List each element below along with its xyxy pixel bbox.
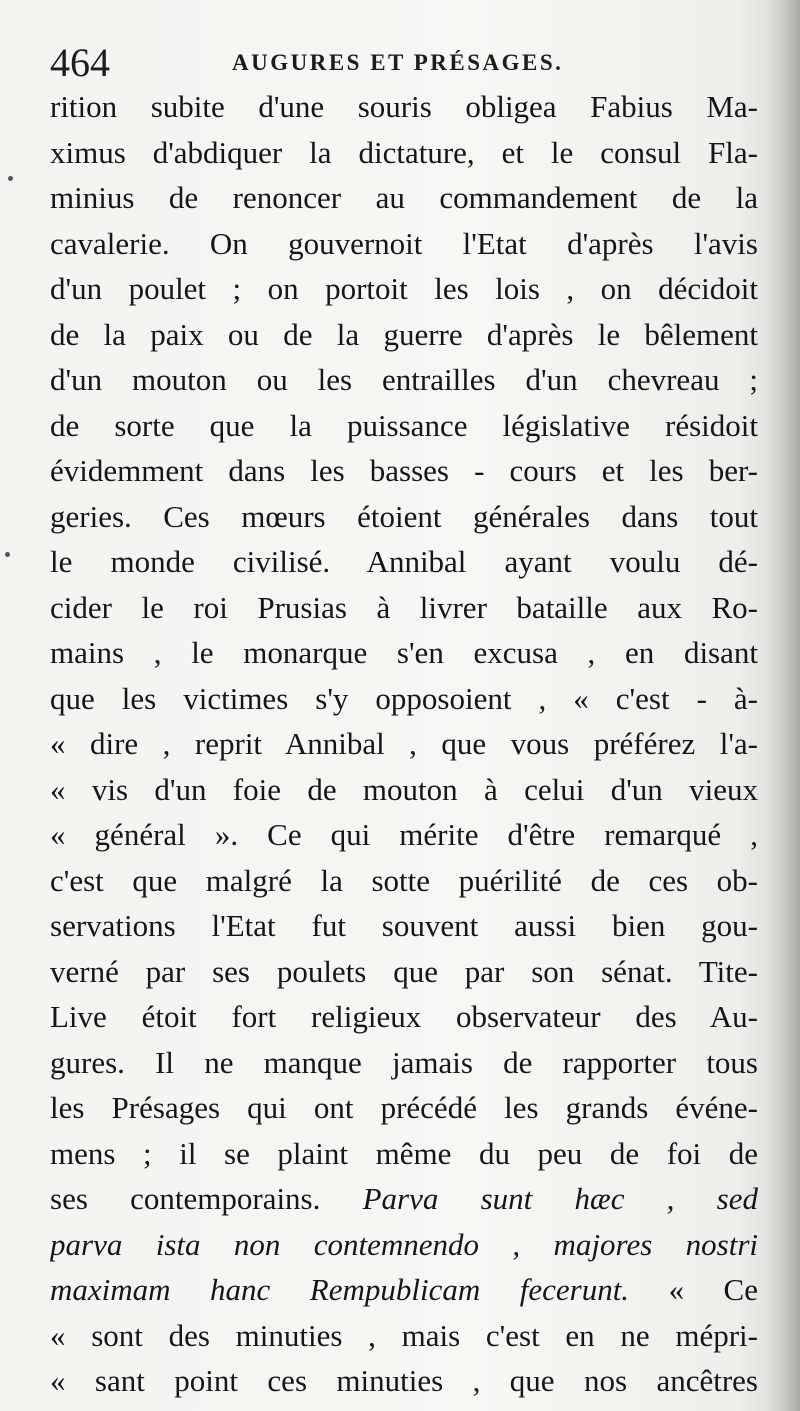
- text-line: d'un mouton ou les entrailles d'un chevreau ;: [50, 362, 758, 397]
- text-line: mains , le monarque s'en excusa , en disant: [50, 635, 758, 670]
- text-line: parva ista non contemnendo , majores nostri: [50, 1226, 758, 1262]
- text-line: cavalerie. On gouvernoit l'Etat d'après l'avis: [50, 225, 758, 261]
- text-line: « dire , reprit Annibal , que vous préférez l'a-: [50, 726, 758, 761]
- text-line: geries. Ces mœurs étoient générales dans tout: [50, 498, 758, 534]
- text-line: c'est que malgré la sotte puérilité de ces ob-: [50, 862, 758, 898]
- text-line: servations l'Etat fut souvent aussi bien gou-: [50, 908, 758, 943]
- page-edge-shadow: [762, 0, 800, 1411]
- body-text: [50, 84, 758, 1404]
- text-line: verné par ses poulets que par son sénat. Tite-: [50, 953, 758, 989]
- text-line: que les victimes s'y opposoient , « c'est - à-: [50, 680, 758, 716]
- text-line: « sont des minuties , mais c'est en ne mépri-: [50, 1317, 758, 1353]
- margin-speck: [5, 552, 10, 557]
- text-line: Live étoit fort religieux observateur des Au-: [50, 999, 758, 1034]
- text-line: gures. Il ne manque jamais de rapporter tous: [50, 1044, 758, 1080]
- running-title: AUGURES ET PRÉSAGES.: [232, 50, 564, 75]
- text-line: « sant point ces minuties , que nos ancêtres: [50, 1363, 758, 1398]
- text-line: évidemment dans les basses - cours et les ber-: [50, 453, 758, 488]
- text-line: ses contemporains. Parva sunt hæc , sed: [50, 1181, 758, 1216]
- text-line: ximus d'abdiquer la dictature, et le consul Fla-: [50, 134, 758, 170]
- text-line: les Présages qui ont précédé les grands événe-: [50, 1090, 758, 1125]
- text-line: maximam hanc Rempublicam fecerunt. « Ce: [50, 1272, 758, 1307]
- text-line: « vis d'un foie de mouton à celui d'un vieux: [50, 771, 758, 807]
- text-line: rition subite d'une souris obligea Fabius Ma-: [50, 89, 758, 124]
- text-line: minius de renoncer au commandement de la: [50, 180, 758, 215]
- running-head: [50, 38, 750, 88]
- text-line: d'un poulet ; on portoit les lois , on décidoit: [50, 271, 758, 306]
- text-line: « général ». Ce qui mérite d'être remarqué ,: [50, 817, 758, 852]
- text-line: de la paix ou de la guerre d'après le bêlement: [50, 316, 758, 352]
- text-line: de sorte que la puissance législative résidoit: [50, 407, 758, 443]
- margin-speck: [8, 176, 13, 181]
- text-line: le monde civilisé. Annibal ayant voulu dé-: [50, 544, 758, 579]
- text-line: mens ; il se plaint même du peu de foi de: [50, 1135, 758, 1171]
- text-line: cider le roi Prusias à livrer bataille aux Ro-: [50, 589, 758, 625]
- page-number: 464: [50, 40, 110, 85]
